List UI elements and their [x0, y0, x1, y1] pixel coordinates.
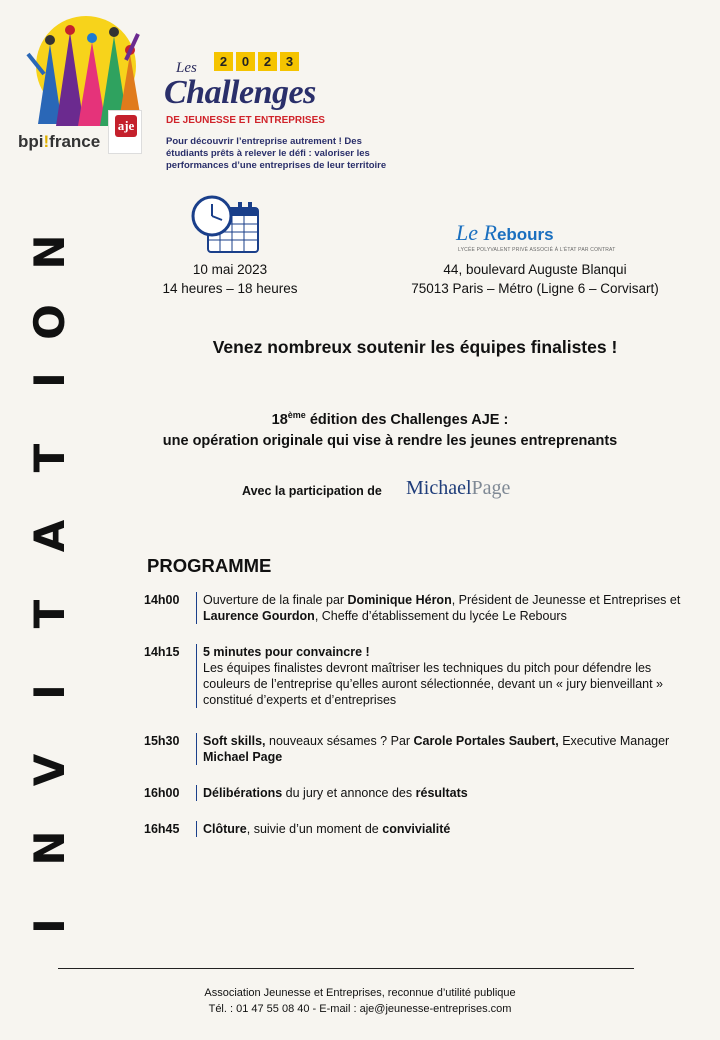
event-hours: 14 heures – 18 heures — [162, 281, 298, 296]
programme-description: Délibérations du jury et annonce des résultats — [196, 785, 696, 801]
programme-description: 5 minutes pour convaincre ! Les équipes finalistes devront maîtriser les techniques du pitch pour défendre les couleurs de l’entreprise qu’elles auront sélectionnée, devant un « jury bienveillant » constitué d’experts et d’entreprises — [196, 644, 696, 708]
challenges-tagline: Pour découvrir l’entreprise autrement ! Des étudiants prêts à relever le défi : valoriser les performances d’une entreprises de leur territoire — [166, 136, 387, 171]
venue-address — [390, 260, 680, 298]
challenges-title: Challenges — [164, 74, 316, 111]
programme-time: 14h00 — [144, 593, 180, 607]
footer-divider — [58, 968, 634, 969]
year-digit: 2 — [214, 52, 233, 71]
year-digit: 2 — [258, 52, 277, 71]
footer — [130, 985, 590, 1017]
programme-item — [144, 644, 696, 708]
edition-text: 18ème édition des Challenges AJE : une opération originale qui vise à rendre les jeunes entreprenants — [162, 410, 618, 449]
programme-description: Soft skills, nouveaux sésames ? Par Carole Portales Saubert, Executive Manager Michael Page — [196, 733, 696, 765]
michael-page-logo: MichaelPage — [406, 477, 511, 499]
le-rebours-logo: Le Rebours — [456, 220, 554, 245]
les-label: Les — [176, 60, 197, 76]
programme-item — [144, 592, 696, 624]
invitation-letter: I — [25, 918, 74, 934]
programme-title: PROGRAMME — [147, 555, 272, 576]
address-line-2: 75013 Paris – Métro (Ligne 6 – Corvisart) — [411, 281, 659, 296]
year-digit: 0 — [236, 52, 255, 71]
year-digit: 3 — [280, 52, 299, 71]
programme-item — [144, 821, 696, 837]
bpifrance-logo: bpi!france — [18, 132, 101, 151]
address-line-1: 44, boulevard Auguste Blanqui — [443, 262, 627, 277]
le-rebours-subline: LYCÉE POLYVALENT PRIVÉ ASSOCIÉ À L’ÉTAT PAR CONTRAT — [458, 247, 616, 253]
invitation-letter: N — [25, 234, 74, 270]
challenges-subtitle: DE JEUNESSE ET ENTREPRISES — [166, 115, 325, 126]
programme-time: 16h00 — [144, 786, 180, 800]
vertical-invitation-title — [25, 215, 74, 945]
programme-description: Clôture, suivie d’un moment de convivialité — [196, 821, 696, 837]
clock-calendar-icon — [190, 194, 262, 256]
event-date-block — [140, 260, 320, 298]
programme-time: 14h15 — [144, 645, 180, 659]
invitation-letter: I — [25, 372, 74, 388]
invitation-letter: A — [25, 519, 74, 553]
headline: Venez nombreux soutenir les équipes finalistes ! — [212, 337, 618, 357]
invitation-letter: T — [25, 599, 74, 629]
programme-item — [144, 785, 696, 801]
year-badge — [214, 52, 299, 71]
programme-description: Ouverture de la finale par Dominique Héron, Président de Jeunesse et Entreprises et Laurence Gourdon, Cheffe d’établissement du lycée Le Rebours — [196, 592, 696, 624]
footer-line-2: Tél. : 01 47 55 08 40 - E-mail : aje@jeunesse-entreprises.com — [208, 1003, 512, 1015]
footer-line-1: Association Jeunesse et Entreprises, reconnue d’utilité publique — [204, 987, 516, 999]
aje-logo: aje — [108, 110, 142, 154]
participation-label: Avec la participation de — [242, 484, 382, 498]
invitation-letter: I — [25, 684, 74, 700]
invitation-letter: T — [25, 443, 74, 473]
event-date: 10 mai 2023 — [192, 262, 268, 277]
invitation-letter: V — [25, 753, 74, 787]
invitation-letter: N — [25, 830, 74, 866]
invitation-letter: O — [25, 304, 74, 340]
programme-item — [144, 733, 696, 765]
programme-time: 16h45 — [144, 822, 180, 836]
programme-time: 15h30 — [144, 734, 180, 748]
